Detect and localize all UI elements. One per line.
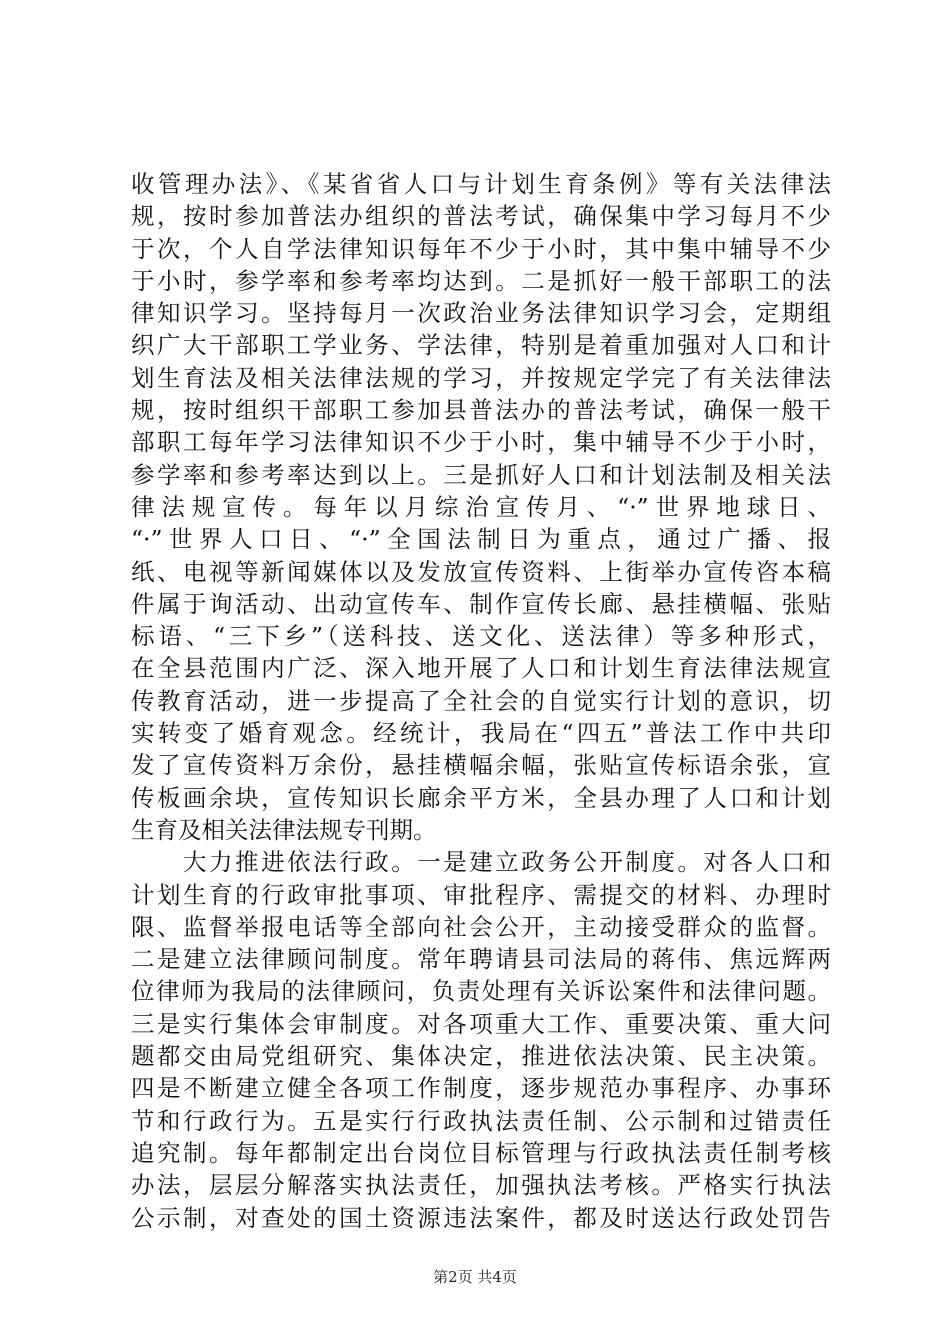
page-number-label: 第2页 共4页 — [433, 1268, 517, 1286]
paragraph-1 — [131, 168, 831, 846]
text-line: 生育及相关法律法规专刊期。 — [131, 815, 437, 844]
text-line: 实转变了婚育观念。经统计，我局在“四五”普法工作中共印 — [131, 719, 831, 748]
text-line: 传板画余块，宣传知识长廊余平方米，全县办理了人口和计划 — [131, 783, 831, 812]
page-footer — [0, 1266, 950, 1287]
text-line: 律法规宣传。每年以月综治宣传月、“·”世界地球日、 — [131, 492, 831, 521]
text-line: 织广大干部职工学业务、学法律，特别是着重加强对人口和计 — [131, 331, 831, 360]
text-line: 标语、“三下乡”（送科技、送文化、送法律）等多种形式， — [131, 622, 831, 651]
text-line: 件属于询活动、出动宣传车、制作宣传长廊、悬挂横幅、张贴 — [131, 589, 831, 618]
text-line: 部职工每年学习法律知识不少于小时，集中辅导不少于小时， — [131, 428, 831, 457]
text-line: 划生育法及相关法律法规的学习，并按规定学完了有关法律法 — [131, 363, 831, 392]
text-line: 规，按时组织干部职工参加县普法办的普法考试，确保一般干 — [131, 396, 831, 425]
text-line: 公示制，对查处的国土资源违法案件，都及时送达行政处罚告 — [131, 1203, 831, 1232]
text-line: 于次，个人自学法律知识每年不少于小时，其中集中辅导不少 — [131, 234, 831, 263]
text-line: 限、监督举报电话等全部向社会公开，主动接受群众的监督。 — [131, 912, 831, 941]
text-line: 发了宣传资料万余份，悬挂横幅余幅，张贴宣传标语余张，宣 — [131, 751, 831, 780]
text-line: 传教育活动，进一步提高了全社会的自觉实行计划的意识，切 — [131, 686, 831, 715]
text-line: 规，按时参加普法办组织的普法考试，确保集中学习每月不少 — [131, 202, 831, 231]
document-body — [131, 168, 831, 1234]
text-line: 计划生育的行政审批事项、审批程序、需提交的材料、办理时 — [131, 880, 831, 909]
text-line: 办法，层层分解落实执法责任，加强执法考核。严格实行执法 — [131, 1171, 831, 1200]
text-line: 大力推进依法行政。一是建立政务公开制度。对各人口和 — [131, 848, 831, 877]
text-line: 题都交由局党组研究、集体决定，推进依法决策、民主决策。 — [131, 1042, 831, 1071]
text-line: 四是不断建立健全各项工作制度，逐步规范办事程序、办事环 — [131, 1074, 831, 1103]
text-line: 于小时，参学率和参考率均达到。二是抓好一般干部职工的法 — [131, 266, 831, 295]
paragraph-2 — [131, 846, 831, 1234]
text-line: 纸、电视等新闻媒体以及发放宣传资料、上街举办宣传咨本稿 — [131, 557, 831, 586]
text-line: 节和行政行为。五是实行行政执法责任制、公示制和过错责任 — [131, 1106, 831, 1135]
text-line: “·”世界人口日、“·”全国法制日为重点，通过广播、报 — [131, 525, 831, 554]
text-line: 参学率和参考率达到以上。三是抓好人口和计划法制及相关法 — [131, 460, 831, 489]
text-line: 在全县范围内广泛、深入地开展了人口和计划生育法律法规宣 — [131, 654, 831, 683]
text-line: 追究制。每年都制定出台岗位目标管理与行政执法责任制考核 — [131, 1138, 831, 1167]
text-line: 收管理办法》、《某省省人口与计划生育条例》等有关法律法 — [131, 170, 831, 198]
text-line: 二是建立法律顾问制度。常年聘请县司法局的蒋伟、焦远辉两 — [131, 945, 831, 974]
text-line: 位律师为我局的法律顾问，负责处理有关诉讼案件和法律问题。 — [131, 977, 831, 1006]
text-line: 三是实行集体会审制度。对各项重大工作、重要决策、重大问 — [131, 1009, 831, 1038]
text-line: 律知识学习。坚持每月一次政治业务法律知识学习会，定期组 — [131, 299, 831, 328]
